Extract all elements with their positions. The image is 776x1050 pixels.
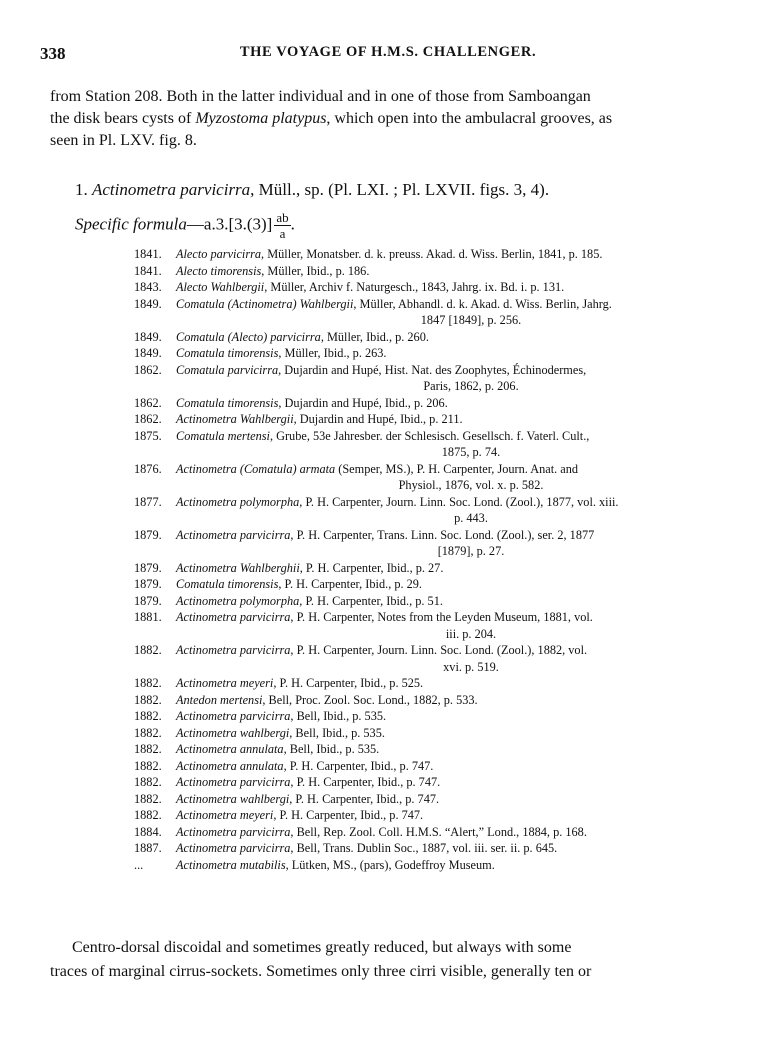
description-line: Centro-dorsal discoidal and sometimes greatly reduced, but always with some — [72, 939, 572, 956]
entry-reference: , P. H. Carpenter, Trans. Linn. Soc. Lond. (Zool.), ser. 2, 1877 — [290, 527, 595, 542]
species-number: 1. — [75, 180, 88, 199]
entry-year: 1882. — [134, 709, 162, 723]
synonymy-entry — [134, 362, 726, 395]
entry-taxon-name: Actinometra mutabilis — [176, 857, 286, 872]
synonymy-entry — [134, 774, 726, 791]
entry-taxon-name: Actinometra parvicirra — [176, 841, 291, 855]
synonymy-entry — [134, 345, 726, 362]
entry-year: 1882. — [134, 725, 162, 740]
entry-reference: , Müller, Ibid., p. 263. — [278, 346, 387, 360]
page-number: 338 — [40, 44, 66, 63]
entry-year: 1882. — [134, 808, 162, 822]
synonymy-entry — [134, 411, 726, 428]
entry-citation — [176, 741, 726, 758]
entry-citation — [176, 725, 726, 742]
intro-line: from Station 208. Both in the latter individual and in one of those from Samboangan — [50, 88, 591, 105]
entry-year: 1882. — [134, 676, 162, 690]
entry-year: 1882. — [134, 643, 162, 657]
synonymy-entry — [134, 428, 726, 461]
entry-citation — [176, 708, 726, 725]
entry-year: 1841. — [134, 247, 162, 261]
entry-reference: , P. H. Carpenter, Journ. Linn. Soc. Lond. (Zool.), 1877, vol. xiii. — [299, 494, 619, 509]
entry-year: 1843. — [134, 280, 162, 294]
entry-reference: , Müller, Ibid., p. 186. — [261, 263, 370, 278]
entry-reference: , P. H. Carpenter, Notes from the Leyden Museum, 1881, vol. — [290, 610, 593, 624]
entry-continuation: 1847 [1849], p. 256. — [420, 313, 522, 327]
entry-reference: , Dujardin and Hupé, Ibid., p. 211. — [293, 412, 463, 426]
entry-citation — [176, 675, 726, 692]
formula-end: . — [290, 214, 295, 234]
intro-line: seen in Pl. LXV. fig. 8. — [50, 132, 197, 149]
entry-year: 1879. — [134, 527, 162, 542]
synonymy-entry — [134, 329, 726, 346]
synonymy-entry — [134, 741, 726, 758]
entry-taxon-name: Actinometra Wahlbergii — [176, 412, 294, 426]
entry-citation — [176, 428, 726, 461]
entry-year: 1876. — [134, 461, 162, 476]
entry-taxon-name: Comatula timorensis — [176, 577, 279, 591]
entry-taxon-name: Actinometra annulata — [176, 758, 284, 773]
entry-taxon-name: Comatula timorensis — [176, 395, 279, 410]
synonymy-entry — [134, 527, 726, 560]
entry-citation — [176, 296, 726, 329]
entry-citation — [176, 494, 726, 527]
synonymy-entry — [134, 708, 726, 725]
entry-year: 1887. — [134, 841, 162, 855]
entry-year: 1882. — [134, 775, 162, 789]
entry-citation — [176, 774, 726, 791]
entry-taxon-name: Actinometra Wahlberghii — [176, 560, 300, 575]
description-line: traces of marginal cirrus-sockets. Sometimes only three cirri visible, generally ten or — [50, 963, 592, 980]
entry-citation — [176, 345, 726, 362]
entry-year: 1882. — [134, 692, 162, 707]
entry-year: 1849. — [134, 346, 162, 360]
entry-continuation: Physiol., 1876, vol. x. p. 582. — [398, 478, 544, 492]
synonymy-list — [134, 246, 726, 873]
entry-citation — [176, 411, 726, 428]
entry-taxon-name: Actinometra wahlbergi — [176, 725, 290, 740]
entry-citation — [176, 692, 726, 709]
entry-reference: , P. H. Carpenter, Ibid., p. 747. — [273, 808, 424, 822]
entry-continuation: iii. p. 204. — [445, 626, 497, 641]
formula-value: —a.3.[3.(3)] — [186, 214, 273, 234]
synonymy-entry — [134, 246, 726, 263]
entry-citation — [176, 642, 726, 675]
entry-reference: , Müller, Monatsber. d. k. preuss. Akad. d. Wiss. Berlin, 1841, p. 185. — [261, 247, 603, 261]
entry-year: 1882. — [134, 742, 162, 756]
entry-taxon-name: Comatula timorensis — [176, 346, 279, 360]
synonymy-entry — [134, 725, 726, 742]
entry-continuation: Paris, 1862, p. 206. — [423, 379, 519, 393]
entry-citation — [176, 824, 726, 841]
species-name: Actinometra parvicirra — [92, 180, 251, 199]
entry-taxon-name: Comatula (Alecto) parvicirra — [176, 329, 321, 344]
entry-reference: , Müller, Archiv f. Naturgesch., 1843, Jahrg. ix. Bd. i. p. 131. — [264, 280, 565, 294]
intro-text: , which open into the ambulacral grooves, as — [326, 110, 613, 127]
synonymy-entry — [134, 609, 726, 642]
synonymy-entry — [134, 642, 726, 675]
entry-year: 1841. — [134, 263, 162, 278]
synonymy-entry — [134, 560, 726, 577]
entry-reference: , Bell, Ibid., p. 535. — [289, 725, 385, 740]
formula-fraction — [274, 210, 290, 241]
entry-taxon-name: Actinometra polymorpha — [176, 593, 300, 608]
entry-taxon-name: Actinometra polymorpha — [176, 494, 300, 509]
entry-reference: , Bell, Ibid., p. 535. — [290, 709, 387, 723]
entry-citation — [176, 329, 726, 346]
intro-text: the disk bears cysts of — [50, 110, 196, 127]
entry-citation — [176, 461, 726, 494]
entry-year: 1875. — [134, 428, 162, 443]
entry-taxon-name: Comatula parvicirra — [176, 362, 279, 377]
entry-year: 1862. — [134, 362, 162, 377]
entry-reference: , Bell, Trans. Dublin Soc., 1887, vol. iii. ser. ii. p. 645. — [290, 841, 558, 855]
synonymy-entry — [134, 576, 726, 593]
entry-taxon-name: Actinometra parvicirra — [176, 610, 291, 624]
entry-taxon-name: Actinometra wahlbergi — [176, 791, 290, 806]
entry-year: 1882. — [134, 791, 162, 806]
species-authority: , Müll., sp. (Pl. LXI. ; Pl. LXVII. figs. 3, 4). — [250, 180, 550, 199]
synonymy-entry — [134, 279, 726, 296]
entry-year: 1884. — [134, 824, 162, 839]
fraction-denominator: a — [279, 226, 286, 241]
entry-continuation: [1879], p. 27. — [437, 544, 505, 558]
entry-citation — [176, 395, 726, 412]
entry-year: 1879. — [134, 560, 162, 575]
species-reference: Myzostoma platypus — [195, 110, 327, 127]
synonymy-entry — [134, 840, 726, 857]
entry-taxon-name: Comatula (Actinometra) Wahlbergii — [176, 296, 354, 311]
entry-citation — [176, 576, 726, 593]
running-title: THE VOYAGE OF H.M.S. CHALLENGER. — [239, 44, 537, 60]
entry-taxon-name: Actinometra parvicirra — [176, 709, 291, 723]
synonymy-entry — [134, 494, 726, 527]
synonymy-entry — [134, 395, 726, 412]
entry-reference: , Bell, Rep. Zool. Coll. H.M.S. “Alert,” Lond., 1884, p. 168. — [290, 824, 587, 839]
entry-continuation: p. 443. — [454, 511, 488, 525]
entry-reference: , P. H. Carpenter, Ibid., p. 747. — [290, 775, 441, 789]
entry-citation — [176, 246, 726, 263]
entry-taxon-name: Actinometra parvicirra — [176, 775, 291, 789]
entry-reference: , P. H. Carpenter, Ibid., p. 27. — [299, 560, 444, 575]
entry-citation — [176, 263, 726, 280]
entry-citation — [176, 857, 726, 874]
entry-reference: , P. H. Carpenter, Journ. Linn. Soc. Lond. (Zool.), 1882, vol. — [290, 643, 588, 657]
entry-taxon-name: Actinometra meyeri — [176, 808, 274, 822]
synonymy-entry — [134, 807, 726, 824]
synonymy-entry — [134, 824, 726, 841]
entry-continuation: 1875, p. 74. — [441, 445, 501, 459]
entry-citation — [176, 609, 726, 642]
synonymy-entry — [134, 263, 726, 280]
entry-year: 1879. — [134, 577, 162, 591]
entry-citation — [176, 279, 726, 296]
intro-paragraph — [50, 86, 736, 152]
entry-reference: , Grube, 53e Jahresber. der Schlesisch. Gesellsch. f. Vaterl. Cult., — [269, 428, 590, 443]
entry-taxon-name: Alecto Wahlbergii — [176, 280, 265, 294]
synonymy-entry — [134, 758, 726, 775]
specific-formula — [75, 210, 295, 244]
entry-year: 1849. — [134, 329, 162, 344]
synonymy-entry — [134, 791, 726, 808]
formula-label: Specific formula — [75, 214, 187, 234]
entry-year: 1849. — [134, 296, 162, 311]
description-paragraph — [50, 936, 736, 984]
entry-citation — [176, 807, 726, 824]
entry-year: 1879. — [134, 593, 162, 608]
entry-continuation: xvi. p. 519. — [443, 659, 499, 674]
entry-taxon-name: Alecto timorensis — [176, 263, 262, 278]
entry-reference: , Dujardin and Hupé, Ibid., p. 206. — [278, 395, 448, 410]
entry-year: 1862. — [134, 395, 162, 410]
entry-year: 1877. — [134, 494, 162, 509]
entry-taxon-name: Comatula mertensi — [176, 428, 270, 443]
entry-citation — [176, 560, 726, 577]
entry-reference: , Bell, Ibid., p. 535. — [283, 742, 380, 756]
entry-reference: , Müller, Ibid., p. 260. — [320, 329, 429, 344]
synonymy-entry — [134, 675, 726, 692]
entry-citation — [176, 758, 726, 775]
entry-citation — [176, 527, 726, 560]
entry-reference: (Semper, MS.), P. H. Carpenter, Journ. Anat. and — [335, 461, 579, 476]
synonymy-entry — [134, 461, 726, 494]
entry-reference: , P. H. Carpenter, Ibid., p. 747. — [289, 791, 440, 806]
entry-reference: , Dujardin and Hupé, Hist. Nat. des Zoophytes, Échinodermes, — [278, 362, 587, 377]
entry-reference: , P. H. Carpenter, Ibid., p. 747. — [283, 758, 434, 773]
entry-taxon-name: Actinometra parvicirra — [176, 824, 291, 839]
entry-citation — [176, 593, 726, 610]
intro-line — [50, 108, 736, 130]
synonymy-entry — [134, 593, 726, 610]
entry-taxon-name: Actinometra parvicirra — [176, 643, 291, 657]
entry-taxon-name: Alecto parvicirra — [176, 247, 262, 261]
fraction-numerator: ab — [276, 210, 289, 225]
entry-taxon-name: Actinometra annulata — [176, 742, 284, 756]
entry-taxon-name: Actinometra (Comatula) armata — [176, 461, 336, 476]
entry-reference: , P. H. Carpenter, Ibid., p. 525. — [273, 676, 424, 690]
entry-taxon-name: Antedon mertensi — [176, 692, 263, 707]
entry-reference: , P. H. Carpenter, Ibid., p. 51. — [299, 593, 443, 608]
synonymy-entry — [134, 296, 726, 329]
entry-reference: , Lütken, MS., (pars), Godeffroy Museum. — [285, 857, 495, 872]
synonymy-entry — [134, 857, 726, 874]
entry-year: 1862. — [134, 412, 162, 426]
entry-citation — [176, 362, 726, 395]
page-header — [40, 44, 736, 64]
entry-reference: , Bell, Proc. Zool. Soc. Lond., 1882, p. 533. — [262, 692, 478, 707]
species-heading — [75, 180, 549, 200]
entry-reference: , P. H. Carpenter, Ibid., p. 29. — [278, 577, 423, 591]
entry-reference: , Müller, Abhandl. d. k. Akad. d. Wiss. Berlin, Jahrg. — [353, 296, 612, 311]
entry-citation — [176, 791, 726, 808]
entry-year: 1881. — [134, 610, 162, 624]
synonymy-entry — [134, 692, 726, 709]
entry-year: 1882. — [134, 758, 162, 773]
entry-taxon-name: Actinometra parvicirra — [176, 527, 291, 542]
entry-citation — [176, 840, 726, 857]
entry-taxon-name: Actinometra meyeri — [176, 676, 274, 690]
entry-year: ... — [134, 857, 144, 872]
